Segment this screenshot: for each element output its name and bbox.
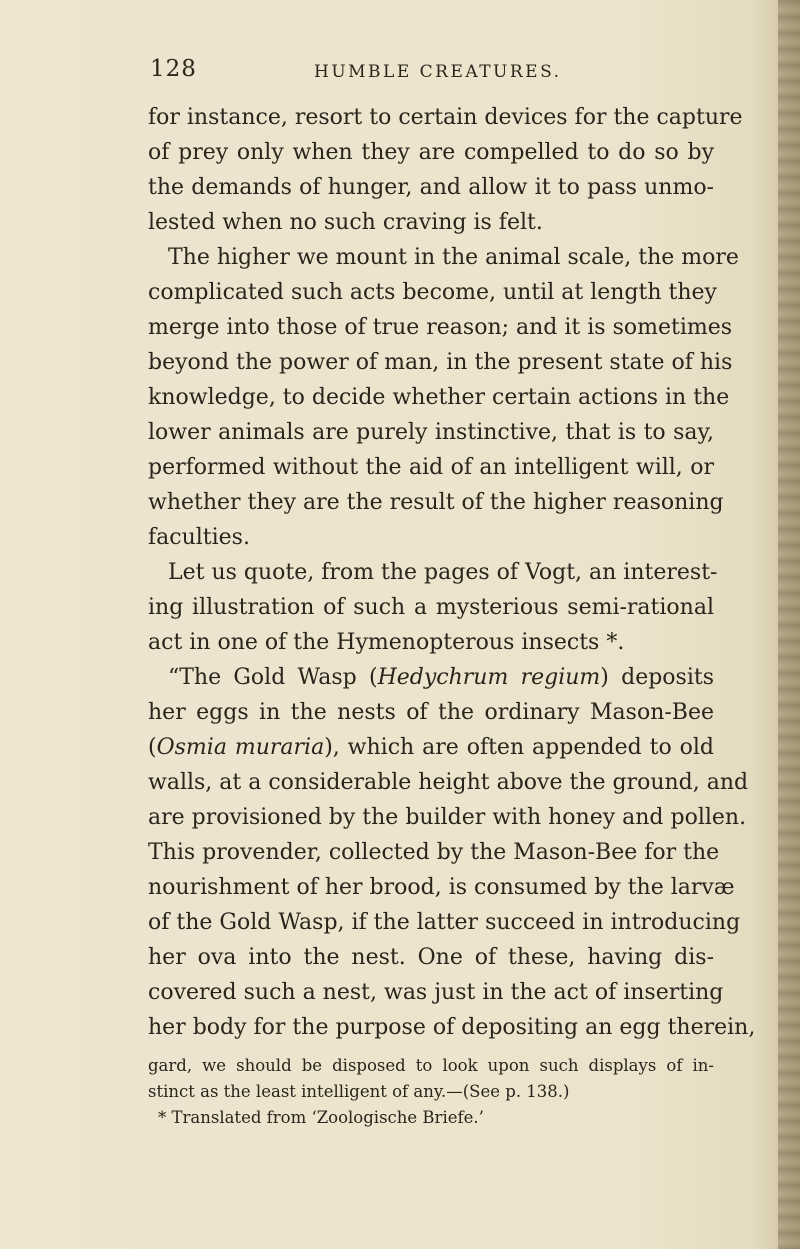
text-line: The higher we mount in the animal scale, the more xyxy=(168,245,739,270)
text-line xyxy=(148,733,714,763)
footnote-line: stinct as the least intelligent of any.—(See p. 138.) xyxy=(148,1082,570,1101)
text-line: of prey only when they are compelled to do so by xyxy=(148,140,714,165)
text-line: ing illustration of such a mysterious semi-rational xyxy=(148,595,714,620)
footnote-line: gard, we should be disposed to look upon such displays of in- xyxy=(148,1056,714,1075)
text-line: lower animals are purely instinctive, that is to say, xyxy=(148,420,714,445)
text-line: covered such a nest, was just in the act of inserting xyxy=(148,980,724,1005)
text-line: are provisioned by the builder with honey and pollen. xyxy=(148,805,747,830)
text-line: faculties. xyxy=(148,525,250,550)
text-line: her eggs in the nests of the ordinary Mason-Bee xyxy=(148,700,714,725)
text-line: act in one of the Hymenopterous insects *. xyxy=(148,630,625,655)
text-line: Let us quote, from the pages of Vogt, an interest- xyxy=(168,560,718,585)
text-span: ) deposits xyxy=(600,665,715,690)
text-line: her body for the purpose of depositing an egg therein, xyxy=(148,1015,756,1040)
text-span: ( xyxy=(148,735,157,760)
page-edge-shadow xyxy=(778,0,800,1249)
text-line: the demands of hunger, and allow it to pass unmo- xyxy=(148,175,714,200)
running-head: HUMBLE CREATURES. xyxy=(314,62,562,82)
text-span: ), which are often appended to old xyxy=(324,735,714,760)
text-line: complicated such acts become, until at length they xyxy=(148,280,717,305)
text-line xyxy=(168,663,714,693)
text-line: This provender, collected by the Mason-Bee for the xyxy=(148,840,720,865)
text-line: merge into those of true reason; and it is sometimes xyxy=(148,315,733,340)
text-line: lested when no such craving is felt. xyxy=(148,210,543,235)
italic-text: Hedychrum regium xyxy=(377,665,601,690)
text-line: knowledge, to decide whether certain actions in the xyxy=(148,385,730,410)
text-line: walls, at a considerable height above the ground, and xyxy=(148,770,749,795)
text-line: her ova into the nest. One of these, having dis- xyxy=(148,945,714,970)
text-line: whether they are the result of the higher reasoning xyxy=(148,490,724,515)
text-line: of the Gold Wasp, if the latter succeed in introducing xyxy=(148,910,741,935)
text-line: beyond the power of man, in the present state of his xyxy=(148,350,733,375)
footnote-line: * Translated from ‘Zoologische Briefe.’ xyxy=(158,1108,484,1127)
text-line: for instance, resort to certain devices for the capture xyxy=(148,105,743,130)
page-number: 128 xyxy=(150,56,197,82)
italic-text: Osmia muraria xyxy=(156,735,325,760)
text-line: performed without the aid of an intelligent will, or xyxy=(148,455,714,480)
text-line: nourishment of her brood, is consumed by the larvæ xyxy=(148,875,735,900)
page-header xyxy=(146,56,706,96)
text-span: “The Gold Wasp ( xyxy=(168,665,378,690)
